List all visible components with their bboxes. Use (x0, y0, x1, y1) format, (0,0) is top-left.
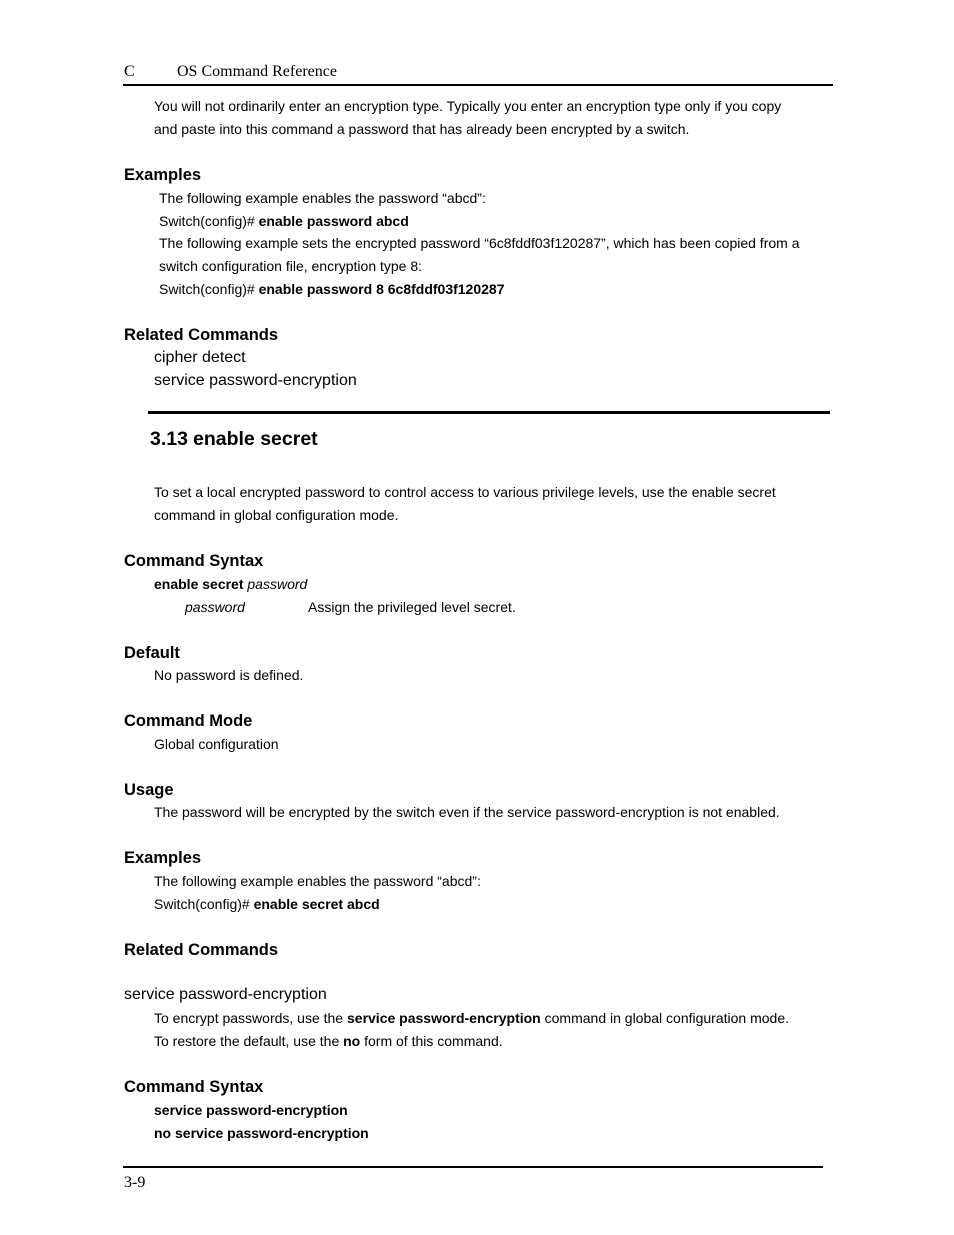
example-desc-2-line-2: switch configuration file, encryption type 8: (159, 258, 423, 274)
examples-heading-2: Examples (124, 849, 202, 867)
text-run: To encrypt passwords, use the (154, 1010, 344, 1026)
subsection-title: service password-encryption (124, 986, 327, 1003)
example-desc-1: The following example enables the password “abcd”: (159, 190, 486, 206)
syntax-argument: password (247, 576, 308, 592)
command-prompt: Switch(config)# (154, 896, 250, 912)
header-chapter-title: OS Command Reference (177, 63, 337, 80)
command-mode-heading: Command Mode (124, 712, 253, 730)
spe-desc-line-2 (154, 1032, 503, 1050)
syntax-line (154, 575, 307, 593)
intro-line-2: and paste into this command a password that has already been encrypted by a switch. (154, 121, 690, 137)
footer-rule (123, 1166, 823, 1168)
section-number: 3.13 (150, 428, 188, 450)
command-text: enable password 8 6c8fddf03f120287 (258, 281, 505, 297)
related-commands-heading-2: Related Commands (124, 941, 279, 959)
param-desc: Assign the privileged level secret. (308, 599, 516, 615)
header-rule (123, 84, 833, 86)
command-text: enable password abcd (258, 213, 409, 229)
example-desc-2-line-1: The following example sets the encrypted password “6c8fddf03f120287”, which has been copied from a (159, 235, 800, 251)
examples-heading-1: Examples (124, 166, 202, 184)
text-run: form of this command. (364, 1033, 503, 1049)
syntax-command: enable secret (154, 576, 244, 592)
syntax-command: no service password-encryption (154, 1125, 369, 1141)
text-run-bold: service password-encryption (347, 1010, 541, 1026)
text-run: To restore the default, use the (154, 1033, 340, 1049)
usage-heading: Usage (124, 781, 174, 799)
section-rule (148, 411, 830, 414)
section-desc-line-1: To set a local encrypted password to control access to various privilege levels, use the enable secret (154, 484, 776, 500)
header-chapter-letter: C (124, 63, 135, 80)
section-title: enable secret (193, 428, 318, 450)
example-command-2 (159, 280, 505, 298)
default-text: No password is defined. (154, 667, 304, 683)
command-text: enable secret abcd (253, 896, 380, 912)
example-desc-3: The following example enables the password “abcd”: (154, 873, 481, 889)
param-name-text: password (185, 599, 245, 615)
example-command-3 (154, 895, 380, 913)
command-prompt: Switch(config)# (159, 213, 255, 229)
section-desc-line-2: command in global configuration mode. (154, 507, 399, 523)
param-name (185, 598, 245, 616)
page-number: 3-9 (124, 1174, 146, 1191)
text-run-bold: no (343, 1033, 361, 1049)
related-commands-heading-1: Related Commands (124, 326, 279, 344)
spe-desc-line-1 (154, 1009, 789, 1027)
command-syntax-heading-1: Command Syntax (124, 552, 264, 570)
example-command-1 (159, 212, 409, 230)
command-syntax-heading-2: Command Syntax (124, 1078, 264, 1096)
syntax-line-1 (154, 1101, 348, 1119)
intro-line-1: You will not ordinarily enter an encryption type. Typically you enter an encryption type only if you copy (154, 98, 782, 114)
command-mode-text: Global configuration (154, 736, 279, 752)
syntax-command: service password-encryption (154, 1102, 348, 1118)
text-run: command in global configuration mode. (544, 1010, 790, 1026)
related-command-item: cipher detect (154, 349, 246, 366)
related-command-item: service password-encryption (154, 372, 357, 389)
command-prompt: Switch(config)# (159, 281, 255, 297)
syntax-line-2 (154, 1124, 369, 1142)
usage-text: The password will be encrypted by the switch even if the service password-encryption is not enabled. (154, 804, 780, 820)
default-heading: Default (124, 644, 180, 662)
